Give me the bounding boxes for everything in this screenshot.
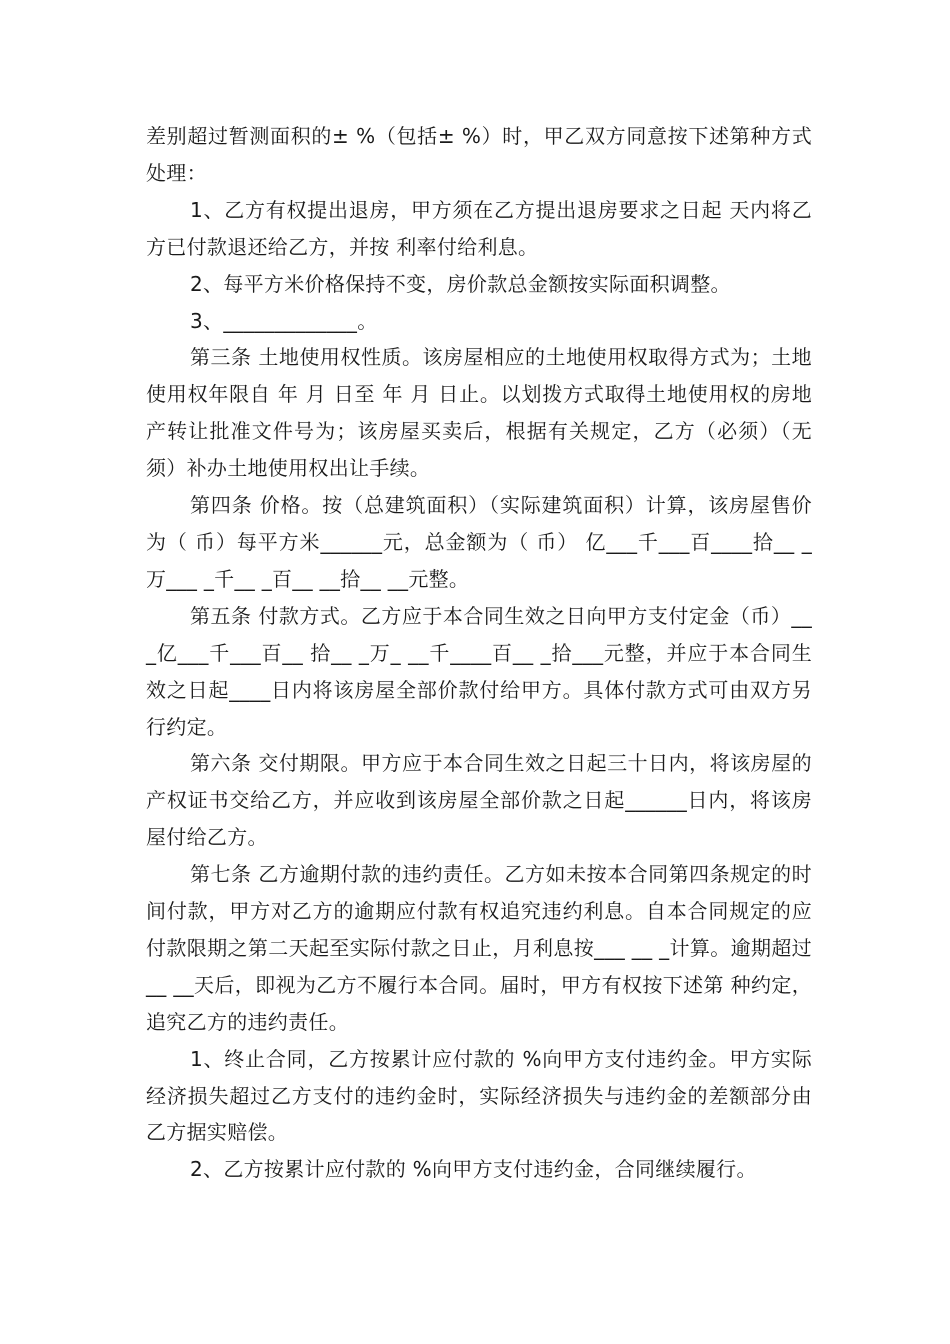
paragraph-option-3-blank: 3、_____________。 xyxy=(190,308,378,333)
contract-page xyxy=(146,118,812,1188)
paragraph-area-difference: 差别超过暂测面积的± %（包括± %）时，甲乙双方同意按下述第种方式处理： xyxy=(146,124,812,185)
paragraph-article-7-late-payment: 第七条 乙方逾期付款的违约责任。乙方如未按本合同第四条规定的时间付款，甲方对乙方的逾期应付款有权追究违约利息。自本合同规定的应付款限期之第二天起至实际付款之日止，月利息按___ __ _计算。逾期超过__ __天后，即视为乙方不履行本合同。届时，甲方有权按下述第 种约定，追究乙方的违约责任。 xyxy=(146,862,812,1034)
paragraph-penalty-option-2: 2、乙方按累计应付款的 %向甲方支付违约金，合同继续履行。 xyxy=(190,1157,757,1182)
paragraph-article-3-land-use: 第三条 土地使用权性质。该房屋相应的土地使用权取得方式为；土地使用权年限自 年 月 日至 年 月 日止。以划拨方式取得土地使用权的房地产转让批准文件号为；该房屋买卖后，根据有关规定，乙方（必须）（无须）补办土地使用权出让手续。 xyxy=(146,345,812,481)
paragraph-article-5-payment: 第五条 付款方式。乙方应于本合同生效之日向甲方支付定金（币）___亿___千___百__ 拾__ _万_ __千____百__ _拾___元整，并应于本合同生效之日起____日内将该房屋全部价款付给甲方。具体付款方式可由双方另行约定。 xyxy=(146,603,812,739)
paragraph-article-6-delivery: 第六条 交付期限。甲方应于本合同生效之日起三十日内，将该房屋的产权证书交给乙方，并应收到该房屋全部价款之日起______日内，将该房屋付给乙方。 xyxy=(146,751,812,850)
paragraph-article-4-price: 第四条 价格。按（总建筑面积）（实际建筑面积）计算，该房屋售价为（ 币）每平方米______元，总金额为（ 币） 亿___千___百____拾__ _万___ _千__ _百__ __拾__ __元整。 xyxy=(146,493,812,591)
paragraph-option-1-refund: 1、乙方有权提出退房，甲方须在乙方提出退房要求之日起 天内将乙方已付款退还给乙方，并按 利率付给利息。 xyxy=(146,197,812,259)
paragraph-penalty-option-1: 1、终止合同，乙方按累计应付款的 %向甲方支付违约金。甲方实际经济损失超过乙方支付的违约金时，实际经济损失与违约金的差额部分由乙方据实赔偿。 xyxy=(146,1046,812,1145)
paragraph-option-2-price-unchanged: 2、每平方米价格保持不变，房价款总金额按实际面积调整。 xyxy=(190,271,731,296)
